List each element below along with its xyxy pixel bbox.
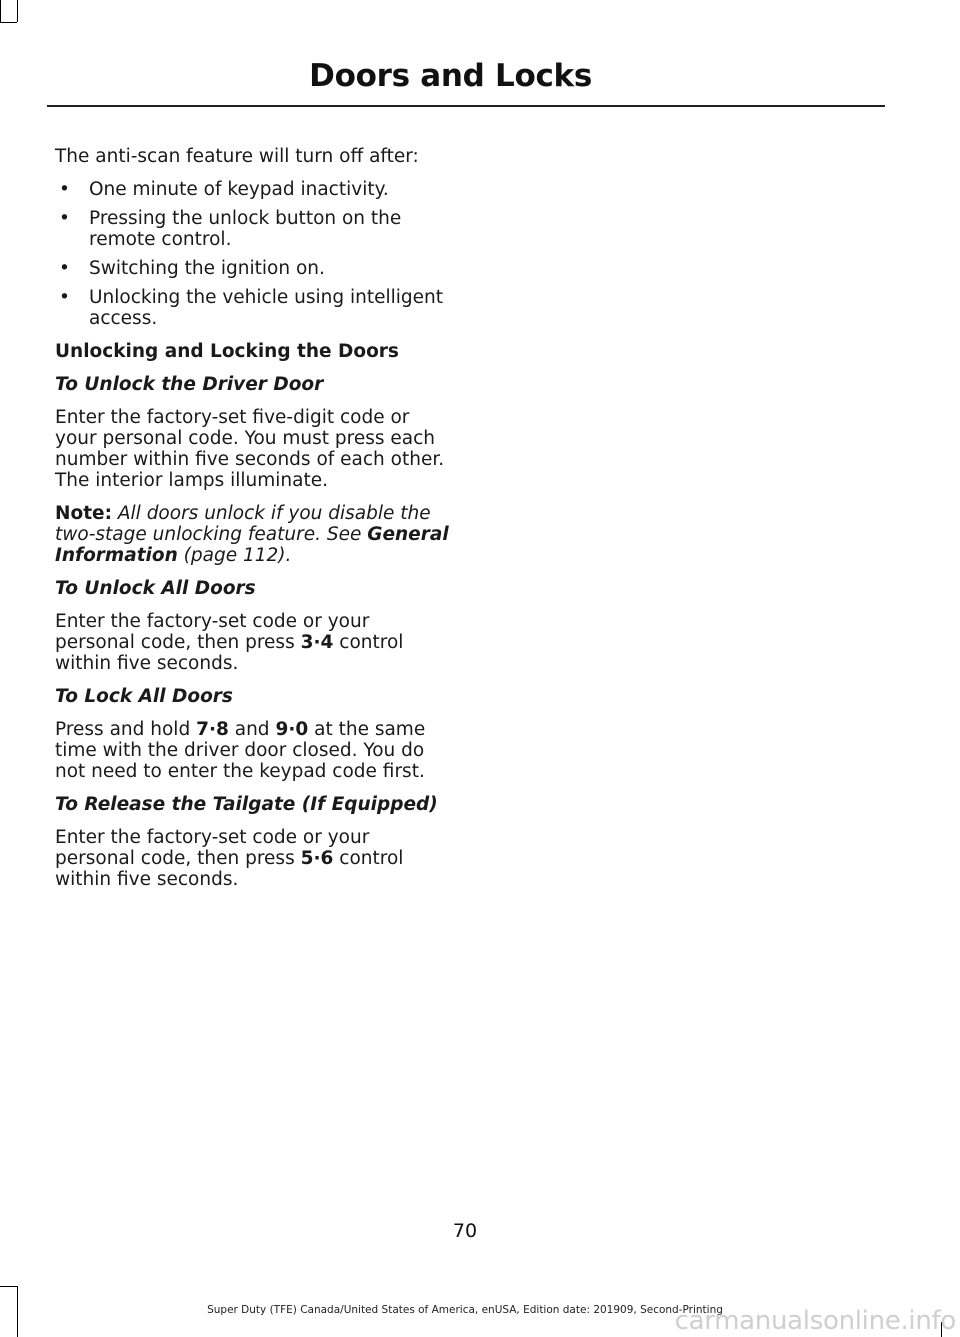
bullet-icon: • — [59, 258, 70, 279]
header-divider — [47, 105, 885, 107]
driver-door-heading: To Unlock the Driver Door — [55, 374, 324, 395]
bullet-list — [55, 179, 450, 329]
bullet-icon: • — [59, 208, 70, 229]
general-information-link[interactable]: General Information — [55, 524, 449, 566]
tailgate-text: Enter the factory-set code or your personal code, then press 5·6 control within five seconds. — [55, 827, 404, 890]
note-text: All doors unlock if you disable the two-stage unlocking feature. See — [55, 503, 431, 545]
keypad-key-label: 9·0 — [275, 719, 309, 740]
crop-mark — [17, 0, 18, 22]
main-content — [55, 146, 450, 902]
note-label: Note: — [55, 503, 112, 524]
driver-door-text: Enter the factory-set five-digit code or your personal code. You must press each number within five seconds of each other. The interior lamps illuminate. — [55, 407, 445, 491]
unlock-all-text: Enter the factory-set code or your personal code, then press 3·4 control within five seconds. — [55, 611, 404, 674]
keypad-key-label: 7·8 — [196, 719, 229, 740]
note — [55, 503, 450, 566]
list-item: • Pressing the unlock button on the remote control. — [59, 208, 402, 250]
list-item: • One minute of keypad inactivity. — [59, 179, 389, 200]
list-item: • Switching the ignition on. — [59, 258, 325, 279]
keypad-key-label: 3·4 — [300, 632, 334, 653]
crop-mark — [0, 22, 17, 23]
watermark-logo: carmanualsonline.info — [674, 1306, 956, 1336]
section-heading: Unlocking and Locking the Doors — [55, 341, 399, 362]
bullet-icon: • — [59, 287, 70, 308]
bullet-icon: • — [59, 179, 70, 200]
crop-mark — [0, 1286, 17, 1287]
lock-all-heading: To Lock All Doors — [55, 686, 233, 707]
keypad-key-label: 5·6 — [300, 848, 334, 869]
tailgate-heading: To Release the Tailgate (If Equipped) — [55, 794, 438, 815]
intro-text: The anti-scan feature will turn off after: — [55, 146, 419, 167]
crop-mark — [0, 0, 1, 22]
note-page-ref: (page 112). — [183, 545, 292, 566]
page-title: Doors and Locks — [309, 58, 592, 94]
list-item: • Unlocking the vehicle using intelligent access. — [59, 287, 443, 329]
page-number: 70 — [452, 1220, 478, 1242]
lock-all-text: Press and hold 7·8 and 9·0 at the same time with the driver door closed. You do not need to enter the keypad code first. — [55, 719, 426, 782]
footer-text: Super Duty (TFE) Canada/United States of America, enUSA, Edition date: 201909, Second-Printing — [207, 1304, 723, 1316]
unlock-all-heading: To Unlock All Doors — [55, 578, 256, 599]
